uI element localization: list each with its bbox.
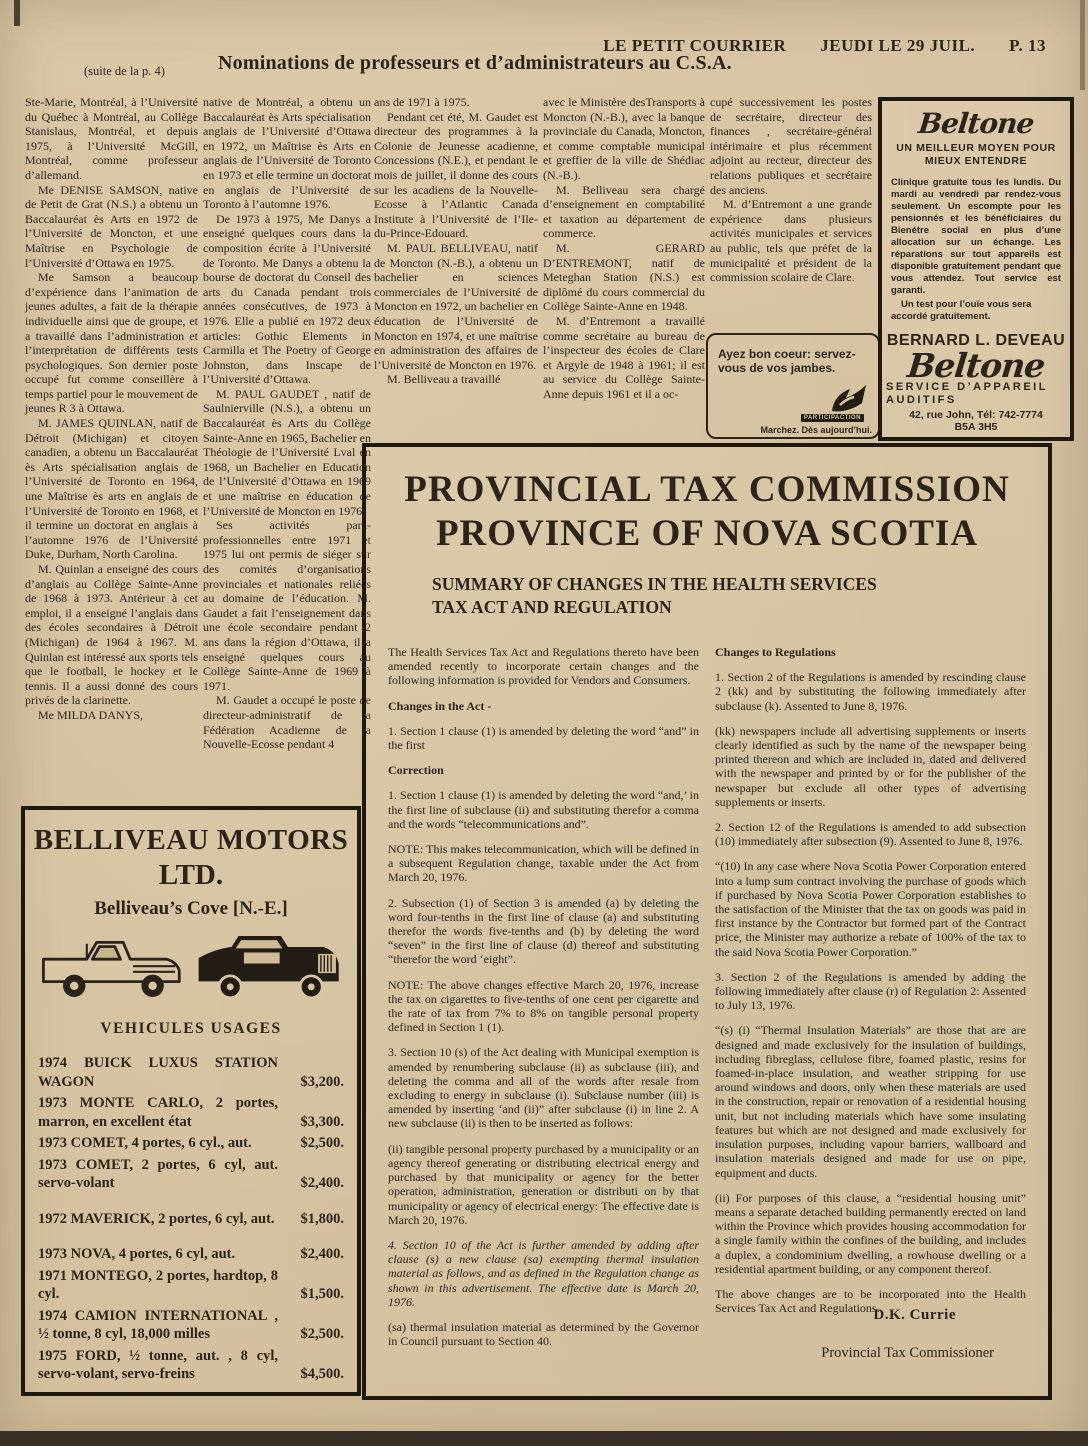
tax-ad-paragraph: “(10) In any case where Nova Scotia Power Corporation entered into a lump sum contract involving the purchase of goods which if purchased by Nova Scotia Power Corporation establishes to the satisfaction of the Minister that the tax on goods was paid in first instance by the Contractor but formed part of the Contract price, the Minister may authorize a rebate of 100% of the tax to the said Nova Scotia Power Corporation.”: [715, 859, 1026, 959]
tax-ad-paragraph: 2. Section 12 of the Regulations is amended to add subsection (10) immediately after subsection (9). Assented to June 8, 1976.: [715, 820, 1026, 849]
article-paragraph: M. Quinlan a enseigné des cours d’anglais au Collège Sainte-Anne de 1968 à 1973. Antérieur à cet emploi, il a enseigné l’anglais dans des écoles secondaires à Détroit (Michigan) de 1964 à 1967. M. Quinlan est intéressé aux sports tels que le football, le hockey et le tennis. Il a aussi donné des cours privés de la clarinette.: [25, 562, 198, 708]
page-number: P. 13: [1009, 36, 1046, 55]
vehicle-listing: [38, 1267, 344, 1304]
article-paragraph: Me MILDA DANYS,: [38, 707, 143, 722]
beltone-postal-code: B5A 3H5: [954, 421, 998, 433]
tax-ad-left-column: [388, 645, 699, 1359]
continuation-note: (suite de la p. 4): [84, 64, 165, 78]
truck-illustrations: [25, 920, 357, 1010]
beltone-owner-name: BERNARD L. DEVEAU: [886, 332, 1066, 349]
vehicle-description: 1975 FORD, ½ tonne, aut. , 8 cyl, servo-volant, servo-freins: [38, 1347, 278, 1382]
vehicle-listing: [38, 1134, 344, 1153]
pickup-truck-illustration: [35, 928, 189, 1010]
beltone-ad: [878, 97, 1074, 441]
vehicle-price: $2,500.: [300, 1135, 344, 1151]
tax-ad-paragraph: NOTE: The above changes effective March 20, 1976, increase the tax on cigarettes to five-tenths of one cent per cigarette and the rate of tax from 7% to 8% on tangible personal property defined in Section 1 (1).: [388, 977, 699, 1035]
article-column-4: [543, 95, 705, 401]
vehicle-description: 1972 MAVERICK, 2 portes, 6 cyl, aut.: [38, 1210, 275, 1227]
used-vehicles-heading: VEHICULES USAGES: [100, 1020, 282, 1037]
tax-ad-paragraph: The above changes are to be incorporated into the Health Services Tax Act and Regulations.: [715, 1286, 1026, 1316]
article-headline: Nominations de professeurs et d’administrateurs au C.S.A.: [218, 52, 732, 74]
tax-ad-paragraph: Changes in the Act -: [388, 698, 492, 713]
scan-artifact: [14, 0, 20, 26]
belliveau-location: Belliveau’s Cove [N.-E.]: [94, 898, 288, 919]
vehicle-description: 1973 MONTE CARLO, 2 portes, marron, en excellent état: [38, 1095, 278, 1130]
tax-ad-paragraph: (ii) tangible personal property purchased by a municipality or an agency thereof generating or distributing electrical energy and purchased by that municipality or agency for the better operation, administration, generation or distributi on by that municipality or agency of electrical energy: The effective date is March 20, 1976.: [388, 1141, 699, 1227]
vehicle-listing: [38, 1210, 344, 1229]
beltone-logo: Beltone: [916, 107, 1036, 140]
article-paragraph: Me Samson a beaucoup d’expérience dans l’animation de jeunes adultes, a fait de la thérapie individuelle ainsi que de groupe, et a travaillé dans l’administration et l’interprétation de différents tests psychologiques. Son dernier poste occupé fut comme conseillère à temps partiel pour le mouvement de jeunes R 3 à Ottawa.: [25, 270, 198, 416]
article-column-1: [25, 95, 198, 723]
article-column-5: [710, 95, 872, 285]
article-paragraph: M. d’Entremont a une grande expérience dans plusieurs activités municipales et services au public, tels que préfet de la municipalité et président de la commission scolaire de Clare.: [710, 197, 872, 285]
article-column-3: [374, 95, 538, 387]
article-paragraph: M. d’Entremont a travaillé comme secrétaire au bureau de l’inspecteur des écoles de Clare et Argyle de 1948 à 1961; il est au service du Collège Sainte-Anne depuis 1961 et il a oc-: [543, 313, 705, 401]
article-paragraph: De 1973 à 1975, Me Danys a enseigné quelques cours dans la composition écrite à l’Université de Toronto. Me Danys a obtenu la bourse de doctorat du Conseil des arts du Canada pendant trois années consécutives, de 1973 à 1976. Elle a publié en 1972 deux articles: Gothic Elements in Carmilla et The Poetry of George Johnston, dans Inscape de l’Université d’Ottawa.: [203, 211, 371, 387]
vehicle-description: 1971 MONTEGO, 2 portes, hardtop, 8 cyl.: [38, 1267, 278, 1302]
beltone-service-line: SERVICE D’APPAREIL AUDITIFS: [886, 381, 1048, 406]
tax-ad-paragraph: The Health Services Tax Act and Regulations thereto have been amended recently to incorporate certain changes and the following information is provided for Vendors and Consumers.: [388, 645, 699, 688]
tax-ad-signature: D.K. Currie: [873, 1307, 956, 1323]
issue-date: JEUDI LE 29 JUIL.: [820, 36, 976, 55]
vehicle-price: $2,400.: [300, 1175, 344, 1191]
participaction-brand: PARTICIPACTION: [801, 414, 864, 422]
tax-ad-paragraph: (ii) For purposes of this clause, a “residential housing unit” means a separate detached building permanently erected on land within the Province which provides housing accommodation for a single family within the confines of the building, and includes a duplex, a condominium dwelling, a rowhouse dwelling or a residential apartment building, or any component thereof.: [715, 1190, 1026, 1276]
article-paragraph: Me DENISE SAMSON, native de Petit de Grat (N.S.) a obtenu un Baccalauréat ès Arts en 1972 de l’Université de Moncton, et une Maîtrise en Psychologie de l’Université d’Ottawa en 1975.: [25, 182, 198, 270]
vehicle-price: $2,500.: [300, 1326, 344, 1342]
paper-name: LE PETIT COURRIER: [603, 36, 787, 55]
vehicle-price: $2,400.: [300, 1246, 344, 1262]
vehicle-description: 1974 CAMION INTERNATIONAL , ½ tonne, 8 cyl, 18,000 milles: [38, 1307, 278, 1342]
tax-ad-paragraph: 1. Section 1 clause (1) is amended by deleting the word “and” in the first: [388, 723, 699, 753]
tax-ad-title-line-2: PROVINCE OF NOVA SCOTIA: [435, 513, 979, 554]
article-paragraph: M. Belliveau a travaillé: [387, 372, 501, 387]
tax-ad-paragraph: Changes to Regulations: [715, 645, 836, 659]
tax-ad-signature-title: Provincial Tax Commissioner: [821, 1345, 994, 1361]
tax-ad-paragraph: 4. Section 10 of the Act is further amended by adding after clause (s) a new clause (sa) exempting thermal insulation material as follows, and as defined in the Regulation change as shown in this advertisement. The effective date is March 20, 1976.: [388, 1237, 699, 1309]
tax-ad-body: [366, 619, 1048, 1359]
vehicle-listing: [38, 1245, 344, 1264]
article-paragraph: M. PAUL GAUDET , natif de Saulnierville (N.S.), a obtenu un Baccalauréat ès Arts du Collège Sainte-Anne en 1965, Bachelier en Théologie de l’Université Lval en 1968, un Bachelier en Education de l’Université d’Ottawa en 1969 et une maîtrise en éducation de l’Université de Moncton en 1976.: [203, 386, 371, 518]
vehicle-listing: [38, 1347, 344, 1384]
vehicle-listing: [38, 1307, 344, 1344]
tax-ad-paragraph: (kk) newspapers include all advertising supplements or inserts clearly identified as such by the name of the newspaper being printed thereon and which are included in, dated and delivered with the newspaper and printed by or for the publisher of the newspaper but exclude all other types of advertising supplements or inserts.: [715, 723, 1026, 809]
vehicle-description: 1974 BUICK LUXUS STATION WAGON: [38, 1055, 278, 1090]
belliveau-title-ltd: LTD.: [158, 859, 224, 891]
participaction-slogan: Ayez bon coeur: servez-vous de vos jambes.: [718, 347, 856, 375]
tax-commission-ad: [362, 443, 1052, 1400]
tax-ad-paragraph: Correction: [388, 763, 444, 778]
vehicle-price: $1,500.: [300, 1286, 344, 1302]
article-paragraph: cupé successivement les postes de secrétaire, directeur des finances , secrétaire-général intérimaire et plus récemment adjoint au recteur, directeur des relations publiques et secrétaire des anciens.: [710, 95, 872, 197]
article-paragraph: M. JAMES QUINLAN, natif de Détroit (Michigan) et citoyen canadien, a obtenu un Baccalauréat ès Arts spécialisation anglais de l’Université de Toronto en 1964, une Maîtrise ès arts en anglais de l’Université de Toronto en 1968, et il termine un doctorat en anglais à l’automne 1976 de l’Université Duke, Durham, North Carolina.: [25, 416, 198, 562]
article-paragraph: Ste-Marie, Montréal, à l’Université du Québec à Montréal, au Collège Stanislaus, Montréal, et depuis 1975, à l’Université McGill, Montréal, comme professeur d’allemand.: [25, 95, 198, 182]
vehicle-price: $3,300.: [300, 1113, 344, 1130]
article-paragraph: M. Belliveau sera chargé d’enseignement en comptabilité et taxation au département de commerce.: [543, 182, 705, 241]
beltone-body-text-2: Un test pour l’ouïe vous sera accordé gratuitement.: [891, 299, 1032, 322]
beltone-logo-2: Beltone: [905, 346, 1047, 385]
vehicle-price: $1,800.: [300, 1210, 344, 1227]
vehicle-listing: [38, 1054, 344, 1091]
beltone-address: 42, rue John, Tél: 742-7774: [909, 409, 1043, 421]
vehicle-list: [38, 1054, 344, 1384]
vehicle-price: $3,200.: [300, 1073, 344, 1090]
article-paragraph: M. GERARD D’ENTREMONT, natif de Meteghan Station (N.S.) est diplômé du cours commercial du Collège Sainte-Anne en 1948.: [543, 240, 705, 314]
tax-ad-paragraph: NOTE: This makes telecommunication, which will be defined in a subsequent Regulation change, taxable under the Act from March 20, 1976.: [388, 842, 699, 885]
tax-ad-paragraph: 3. Section 10 (s) of the Act dealing with Municipal exemption is amended by renumbering subclause (ii) as subclause (iii), and deleting the comma and all of the words after resale from excluding to energy in subclause (i). Subclause number (iii) is amended by inserting ‘and (ii)” after subclause (i) in line 2. A new subclause (ii) is then to be inserted as follows:: [388, 1045, 699, 1131]
article-paragraph: M. PAUL BELLIVEAU, natif de Moncton (N.-B.), a obtenu un bachelier en sciences commerciales de l’Université de Moncton en 1972, un bachelier en éducation de l’Université de Moncton en 1974, et une maîtrise en administration des affaires de l’Université de Moncton en 1976.: [374, 240, 538, 372]
tax-ad-subtitle: SUMMARY OF CHANGES IN THE HEALTH SERVICES TAX ACT AND REGULATION: [432, 574, 877, 617]
article-paragraph: Pendant cet été, M. Gaudet est directeur des programmes à la Colonie de Jeunesse acadienne, Concessions (N.E.), et pendant le mois de juillet, il donne des cours sur les acadiens de la Nouvelle-Ecosse à l’Atlantic Canada Institute à l’Université de l’Ile-du-Prince-Edouard.: [374, 109, 538, 241]
article-paragraph: Ses activités para-professionnelles entre 1971 et 1975 lui ont permis de siéger sur des comités d’organisations provinciales et nationales reliées au domaine de l’éducation. M. Gaudet a fait l’enseignement dans une école secondaire pendant 2 ans dans la région d’Ottawa, il a enseigné quelques cours au Collège Sainte-Anne de 1969 à 1971.: [203, 518, 371, 693]
vehicle-description: 1973 COMET, 4 portes, 6 cyl., aut.: [38, 1135, 252, 1151]
tax-ad-paragraph: 2. Subsection (1) of Section 3 is amended (a) by deleting the word four-tenths in the first line of clause (a) and substituting therefor the words five-tenths and (b) by deleting the word “seven” in the first line of clause (d) thereof and substituting “therefor the word ‘eight”.: [388, 895, 699, 967]
tax-ad-title-line-1: PROVINCIAL TAX COMMISSION: [404, 469, 1010, 510]
article-paragraph: M. Gaudet a occupé le poste de directeur-administratif de la Fédération Acadienne de la Nouvelle-Ecosse pendant 4: [203, 693, 371, 752]
vehicle-price: $4,500.: [300, 1366, 344, 1382]
vehicle-listing: [38, 1094, 344, 1131]
tax-ad-paragraph: (sa) thermal insulation material as determined by the Governor in Council pursuant to Section 40.: [388, 1319, 699, 1349]
vehicle-listing: [38, 1156, 344, 1193]
tax-ad-right-column: [715, 645, 1026, 1359]
participaction-ad: [706, 333, 880, 439]
tax-ad-paragraph: 3. Section 2 of the Regulations is amended by adding the following immediately after clause (r) of Regulation 2: Assented to July 13, 1976.: [715, 969, 1026, 1013]
dark-truck-illustration: [189, 928, 347, 1010]
scan-edge: [0, 1431, 1088, 1446]
vehicle-description: 1973 NOVA, 4 portes, 6 cyl, aut.: [38, 1246, 236, 1262]
article-column-2: [203, 95, 371, 752]
article-paragraph: avec le Ministère desTransports à Moncton (N.-B.), avec la banque provinciale du Canada, Moncton, et comme comptable municipal et greffier de la ville de Shédiac (N.-B.).: [543, 95, 705, 182]
participaction-tagline: Marchez. Dès aujourd’hui.: [760, 425, 872, 435]
tax-ad-paragraph: 1. Section 2 of the Regulations is amended by rescinding clause 2 (kk) and by substituting the following immediately after subclause (k). Assented to June 8, 1976.: [715, 670, 1026, 713]
tax-ad-paragraph: “(s) (i) “Thermal Insulation Materials” are those that are are designed and made exclusively for the insulation of buildings, including fibreglass, cellulose fibre, foamed plastic, resins for foamed-in-place insulation, and weather stripping for use around windows and doors, only when these materials are used in the construction, repair or renovation of a residential housing unit, but not including materials which have some insulating features but which are not designed and made exclusively for insulation purposes, including vapour barriers, wallboard and insulation materials designed and made for use on pipe, equipment and ducts.: [715, 1023, 1026, 1180]
article-paragraph: native de Montréal, a obtenu un Baccalauréat ès Arts spécialisation anglais de l’Université d’Ottawa en 1972, un Maîtrise ès Arts en anglais de l’Université de Toronto en 1973 et elle termine un doctorat en anglais de l’Université de Toronto à l’automne 1976.: [203, 95, 371, 212]
vehicle-description: 1973 COMET, 2 portes, 6 cyl, aut. servo-volant: [38, 1156, 278, 1191]
scan-artifact: [1080, 0, 1085, 90]
tax-ad-paragraph: 1. Section 1 clause (1) is amended by deleting the word “and,’ in the first line of subclause (ii) and substituting therefor a comma and the words “telecommunications and”.: [388, 788, 699, 831]
belliveau-title: BELLIVEAU MOTORS: [33, 824, 349, 856]
belliveau-motors-ad: [21, 806, 361, 1396]
beltone-tagline: UN MEILLEUR MOYEN POUR MIEUX ENTENDRE: [896, 142, 1056, 167]
article-paragraph: ans de 1971 à 1975.: [374, 95, 470, 109]
beltone-body-text: Clinique gratuite tous les lundis. Du mardi au vendredi par rendez-vous seulement. Un escompte pour les pensionnés et les bénéficiaires du Bienétre social en plus d’une allocation sur un échange. Les réparations sur tout appareils est disponible gratuitement pendant que vous attendez. Tout service est garanti.: [891, 177, 1061, 296]
